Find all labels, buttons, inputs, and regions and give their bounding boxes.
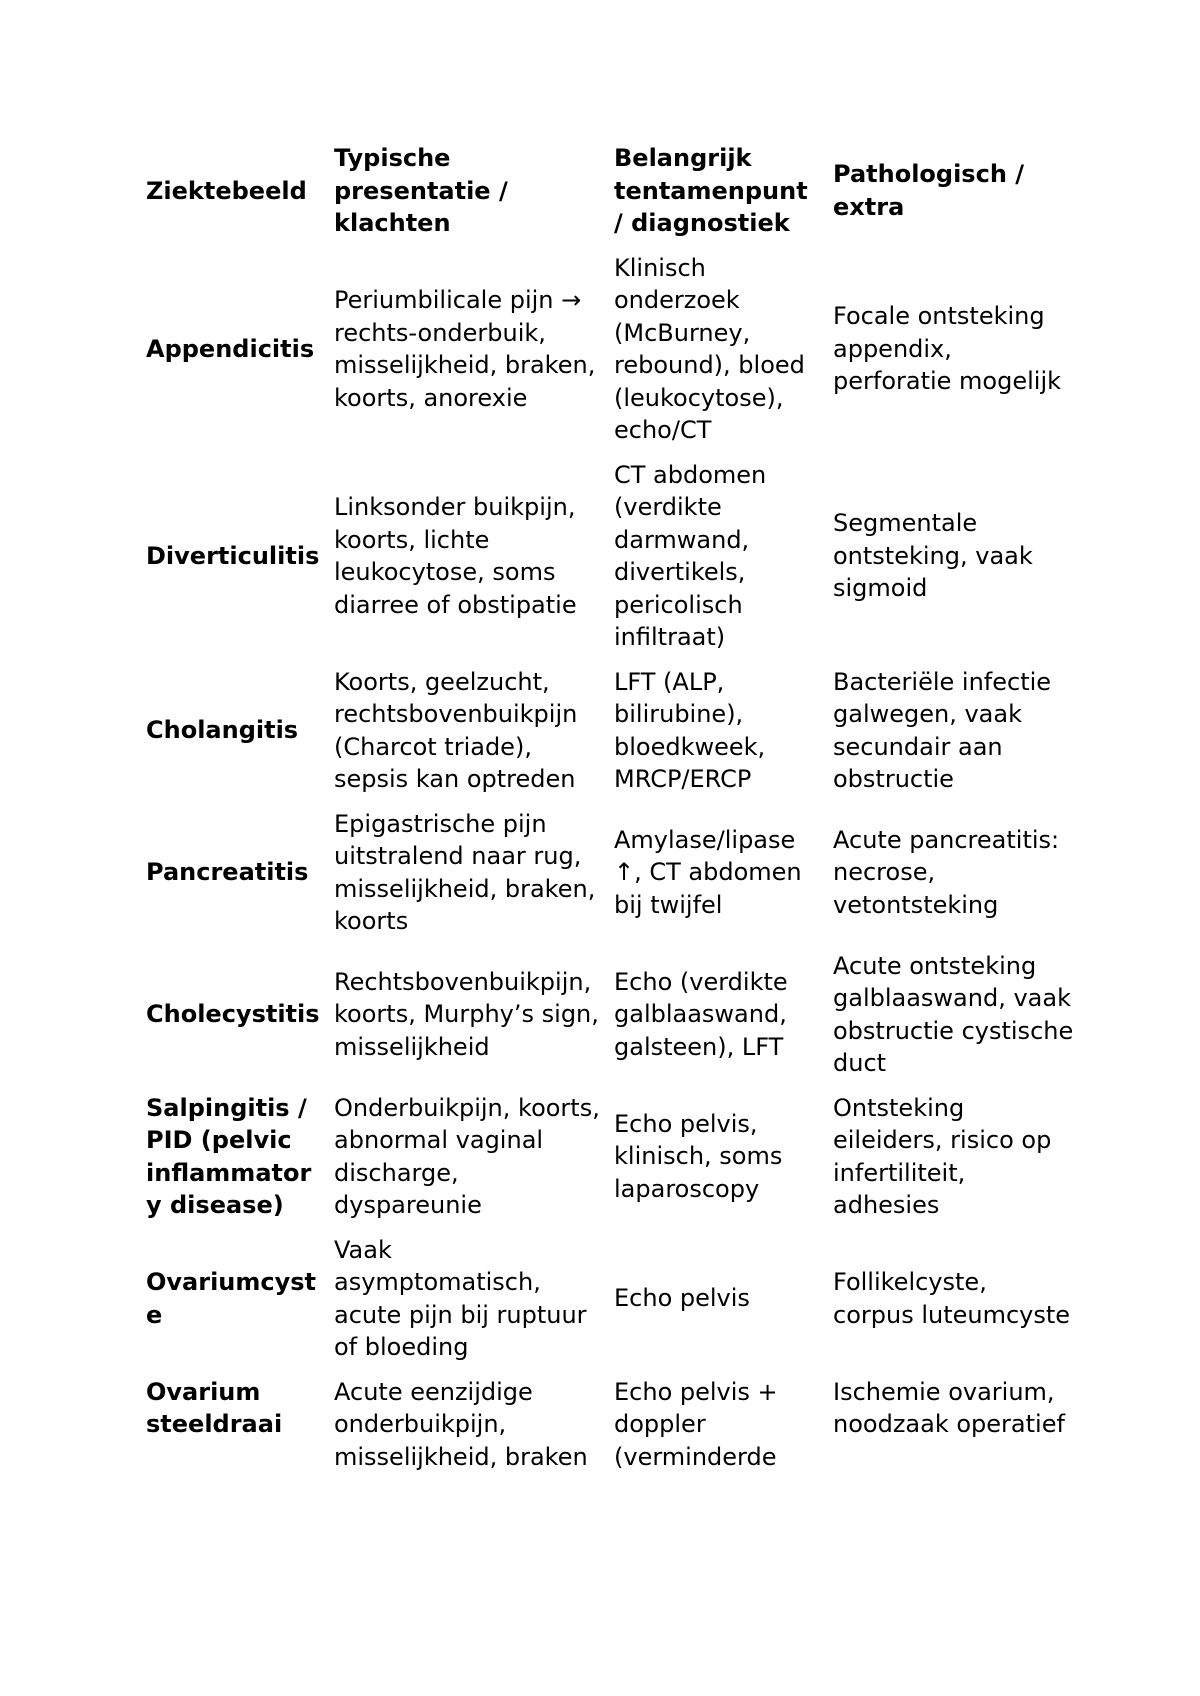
diagnostics-cell: Echo pelvis + doppler (verminderde [614, 1377, 778, 1471]
pathology-cell: Follikelcyste, corpus luteumcyste [833, 1268, 1071, 1329]
diagnostics-cell: Echo (verdikte galblaaswand, galsteen), LFT [614, 967, 788, 1061]
header-presentatie: Typische presentatie / klachten [334, 144, 508, 237]
diagnostics-cell: Klinisch onderzoek (McBurney, rebound), bloed (leukocytose), echo/CT [614, 253, 805, 444]
pathology-cell: Acute ontsteking galblaaswand, vaak obstructie cystische duct [833, 951, 1074, 1077]
presentation-cell: Linksonder buikpijn, koorts, lichte leukocytose, soms diarree of obstipatie [334, 493, 577, 619]
presentation-cell: Epigastrische pijn uitstralend naar rug, misselijkheid, braken, koorts [334, 809, 596, 935]
table-row [140, 248, 1080, 455]
disease-cell: Diverticulitis [146, 541, 320, 570]
table-row [140, 946, 1080, 1088]
presentation-cell: Onderbuikpijn, koorts, abnormal vaginal discharge, dyspareunie [334, 1093, 600, 1219]
disease-cell: Cholangitis [146, 716, 299, 745]
presentation-cell: Koorts, geelzucht, rechtsbovenbuikpijn (Charcot triade), sepsis kan optreden [334, 667, 578, 793]
header-pathologisch: Pathologisch / extra [833, 160, 1025, 221]
diagnostics-cell: LFT (ALP, bilirubine), bloedkweek, MRCP/ERCP [614, 667, 766, 793]
pathology-cell: Acute pancreatitis: necrose, vetontsteking [833, 825, 1060, 919]
table-row [140, 1230, 1080, 1372]
header-ziektebeeld: Ziektebeeld [146, 176, 307, 205]
presentation-cell: Acute eenzijdige onderbuikpijn, misselijkheid, braken [334, 1377, 588, 1471]
pathology-cell: Ontsteking eileiders, risico op infertiliteit, adhesies [833, 1093, 1052, 1219]
disease-cell: Ovarium steeldraai [146, 1377, 283, 1438]
table-row [140, 1372, 1080, 1482]
diagnostics-cell: CT abdomen (verdikte darmwand, divertikels, pericolisch infiltraat) [614, 460, 767, 651]
presentation-cell: Vaak asymptomatisch, acute pijn bij ruptuur of bloeding [334, 1235, 587, 1361]
disease-cell: Appendicitis [146, 334, 315, 363]
presentation-cell: Periumbilicale pijn → rechts-onderbuik, misselijkheid, braken, koorts, anorexie [334, 286, 596, 412]
table-row [140, 662, 1080, 804]
table-header-row [140, 138, 1080, 248]
table-row [140, 1088, 1080, 1230]
pathology-cell: Ischemie ovarium, noodzaak operatief [833, 1377, 1065, 1438]
pathology-cell: Bacteriële infectie galwegen, vaak secundair aan obstructie [833, 667, 1052, 793]
presentation-cell: Rechtsbovenbuikpijn, koorts, Murphy’s sign, misselijkheid [334, 967, 599, 1061]
document-page [140, 138, 1080, 1481]
disease-cell: Cholecystitis [146, 1000, 320, 1029]
disease-cell: Pancreatitis [146, 858, 309, 887]
table-row [140, 804, 1080, 946]
pathology-cell: Focale ontsteking appendix, perforatie mogelijk [833, 302, 1062, 396]
diagnostics-cell: Amylase/lipase ↑, CT abdomen bij twijfel [614, 825, 802, 919]
pathology-cell: Segmentale ontsteking, vaak sigmoid [833, 509, 1033, 603]
diagnostics-cell: Echo pelvis [614, 1284, 750, 1313]
table-row [140, 455, 1080, 662]
disease-cell: Salpingitis / PID (pelvic inflammatory disease) [146, 1093, 312, 1219]
disease-cell: Ovariumcyste [146, 1268, 317, 1329]
diagnostics-cell: Echo pelvis, klinisch, soms laparoscopy [614, 1109, 783, 1203]
disease-table [140, 138, 1080, 1481]
header-diagnostiek: Belangrijk tentamenpunt / diagnostiek [614, 144, 808, 237]
